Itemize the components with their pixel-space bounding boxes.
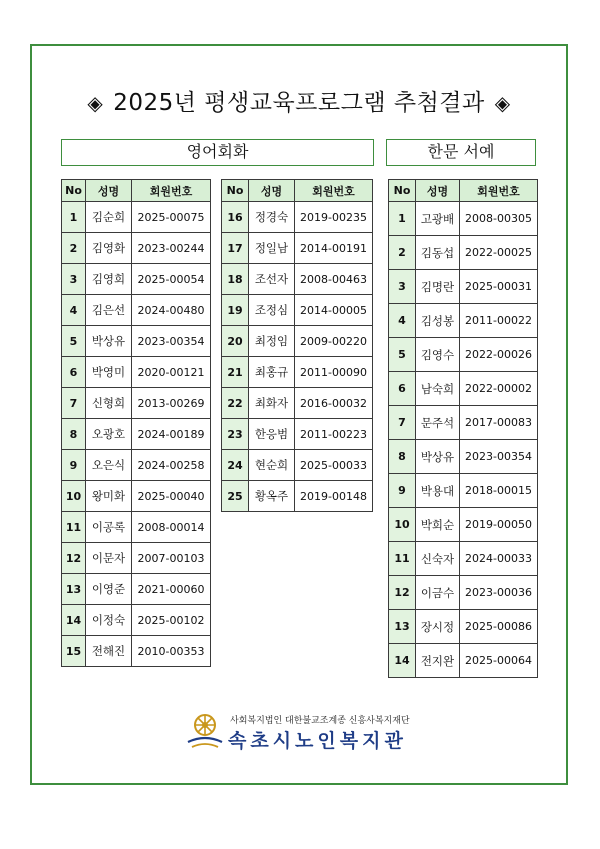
row-no: 17 — [222, 233, 249, 264]
row-member: 2021-00060 — [132, 574, 211, 605]
row-no: 25 — [222, 481, 249, 512]
section-heading-english: 영어회화 — [61, 139, 374, 166]
table-row — [62, 512, 211, 543]
col-header-member: 회원번호 — [460, 180, 538, 202]
row-name: 이공록 — [86, 512, 132, 543]
row-name: 박상유 — [416, 440, 460, 474]
row-name: 최화자 — [249, 388, 295, 419]
table-row — [62, 233, 211, 264]
table-row — [389, 440, 538, 474]
row-member: 2024-00033 — [460, 542, 538, 576]
col-header-member: 회원번호 — [132, 180, 211, 202]
row-name: 전지완 — [416, 644, 460, 678]
table-row — [389, 474, 538, 508]
row-name: 이금수 — [416, 576, 460, 610]
row-name: 김영수 — [416, 338, 460, 372]
row-no: 4 — [389, 304, 416, 338]
table-row — [62, 636, 211, 667]
row-no: 5 — [62, 326, 86, 357]
row-member: 2025-00086 — [460, 610, 538, 644]
row-no: 1 — [389, 202, 416, 236]
row-member: 2020-00121 — [132, 357, 211, 388]
row-name: 한응범 — [249, 419, 295, 450]
row-name: 이영준 — [86, 574, 132, 605]
row-no: 23 — [222, 419, 249, 450]
table-row — [62, 419, 211, 450]
row-name: 신형희 — [86, 388, 132, 419]
row-member: 2024-00480 — [132, 295, 211, 326]
row-no: 10 — [62, 481, 86, 512]
hanmun-table — [388, 179, 538, 678]
row-name: 최정임 — [249, 326, 295, 357]
row-no: 22 — [222, 388, 249, 419]
row-name: 김동섭 — [416, 236, 460, 270]
table-row — [62, 357, 211, 388]
row-no: 9 — [62, 450, 86, 481]
row-name: 최홍규 — [249, 357, 295, 388]
row-name: 현순희 — [249, 450, 295, 481]
row-name: 김명란 — [416, 270, 460, 304]
row-member: 2025-00064 — [460, 644, 538, 678]
table-row — [389, 406, 538, 440]
row-no: 8 — [62, 419, 86, 450]
title-text: 2025년 평생교육프로그램 추첨결과 — [113, 90, 485, 116]
row-no: 13 — [389, 610, 416, 644]
table-row — [62, 605, 211, 636]
row-member: 2011-00223 — [295, 419, 373, 450]
row-no: 6 — [62, 357, 86, 388]
row-name: 김영희 — [86, 264, 132, 295]
row-no: 2 — [389, 236, 416, 270]
row-no: 11 — [62, 512, 86, 543]
row-no: 24 — [222, 450, 249, 481]
row-no: 14 — [389, 644, 416, 678]
row-no: 7 — [62, 388, 86, 419]
row-name: 전해진 — [86, 636, 132, 667]
dharma-wheel-icon — [186, 712, 224, 752]
table-row — [222, 419, 373, 450]
row-name: 왕미화 — [86, 481, 132, 512]
row-member: 2010-00353 — [132, 636, 211, 667]
row-name: 오광호 — [86, 419, 132, 450]
row-no: 6 — [389, 372, 416, 406]
row-member: 2014-00005 — [295, 295, 373, 326]
row-member: 2025-00102 — [132, 605, 211, 636]
row-no: 18 — [222, 264, 249, 295]
row-member: 2019-00235 — [295, 202, 373, 233]
row-member: 2007-00103 — [132, 543, 211, 574]
row-no: 12 — [62, 543, 86, 574]
row-member: 2025-00031 — [460, 270, 538, 304]
row-member: 2013-00269 — [132, 388, 211, 419]
row-name: 남숙희 — [416, 372, 460, 406]
row-no: 3 — [389, 270, 416, 304]
table-row — [222, 357, 373, 388]
row-name: 김은선 — [86, 295, 132, 326]
row-no: 3 — [62, 264, 86, 295]
row-name: 김성봉 — [416, 304, 460, 338]
row-member: 2008-00463 — [295, 264, 373, 295]
table-row — [389, 644, 538, 678]
table-row — [62, 326, 211, 357]
row-member: 2011-00090 — [295, 357, 373, 388]
diamond-icon-right: ◈ — [494, 91, 511, 115]
row-no: 21 — [222, 357, 249, 388]
row-no: 7 — [389, 406, 416, 440]
row-member: 2008-00305 — [460, 202, 538, 236]
row-no: 2 — [62, 233, 86, 264]
row-no: 12 — [389, 576, 416, 610]
table-row — [62, 543, 211, 574]
row-name: 박영미 — [86, 357, 132, 388]
row-name: 문주석 — [416, 406, 460, 440]
row-member: 2016-00032 — [295, 388, 373, 419]
row-member: 2009-00220 — [295, 326, 373, 357]
table-row — [389, 236, 538, 270]
row-no: 10 — [389, 508, 416, 542]
row-member: 2019-00050 — [460, 508, 538, 542]
row-no: 16 — [222, 202, 249, 233]
row-member: 2022-00025 — [460, 236, 538, 270]
table-row — [62, 202, 211, 233]
row-member: 2018-00015 — [460, 474, 538, 508]
row-name: 박용대 — [416, 474, 460, 508]
row-no: 19 — [222, 295, 249, 326]
row-name: 김영화 — [86, 233, 132, 264]
table-row — [62, 264, 211, 295]
row-no: 9 — [389, 474, 416, 508]
col-header-no: No — [222, 180, 249, 202]
table-row — [62, 388, 211, 419]
row-name: 김순희 — [86, 202, 132, 233]
row-member: 2022-00026 — [460, 338, 538, 372]
row-no: 8 — [389, 440, 416, 474]
org-subtitle: 사회복지법인 대한불교조계종 신흥사복지재단 — [230, 716, 410, 726]
col-header-name: 성명 — [416, 180, 460, 202]
table-row — [62, 295, 211, 326]
row-member: 2024-00258 — [132, 450, 211, 481]
row-no: 11 — [389, 542, 416, 576]
table-row — [389, 270, 538, 304]
row-name: 오은식 — [86, 450, 132, 481]
english-table-1 — [61, 179, 211, 667]
row-member: 2014-00191 — [295, 233, 373, 264]
row-name: 황옥주 — [249, 481, 295, 512]
row-name: 이문자 — [86, 543, 132, 574]
table-row — [389, 576, 538, 610]
table-row — [389, 542, 538, 576]
org-name: 속초시노인복지관 — [228, 730, 407, 752]
row-name: 장시정 — [416, 610, 460, 644]
table-row — [222, 264, 373, 295]
row-no: 1 — [62, 202, 86, 233]
row-no: 14 — [62, 605, 86, 636]
row-name: 정경숙 — [249, 202, 295, 233]
table-row — [389, 202, 538, 236]
row-member: 2023-00354 — [132, 326, 211, 357]
col-header-name: 성명 — [249, 180, 295, 202]
diamond-icon-left: ◈ — [87, 91, 104, 115]
row-member: 2025-00054 — [132, 264, 211, 295]
table-row — [389, 304, 538, 338]
english-table-2 — [221, 179, 373, 512]
col-header-no: No — [62, 180, 86, 202]
col-header-no: No — [389, 180, 416, 202]
table-row — [222, 202, 373, 233]
row-name: 신숙자 — [416, 542, 460, 576]
col-header-name: 성명 — [86, 180, 132, 202]
row-member: 2023-00036 — [460, 576, 538, 610]
table-row — [389, 508, 538, 542]
row-name: 박상유 — [86, 326, 132, 357]
row-name: 고광배 — [416, 202, 460, 236]
row-name: 정일남 — [249, 233, 295, 264]
row-member: 2025-00075 — [132, 202, 211, 233]
row-member: 2022-00002 — [460, 372, 538, 406]
col-header-member: 회원번호 — [295, 180, 373, 202]
row-member: 2023-00244 — [132, 233, 211, 264]
row-member: 2024-00189 — [132, 419, 211, 450]
row-member: 2008-00014 — [132, 512, 211, 543]
table-row — [222, 450, 373, 481]
table-row — [222, 233, 373, 264]
row-member: 2025-00040 — [132, 481, 211, 512]
table-row — [389, 610, 538, 644]
organization-logo — [186, 710, 456, 758]
row-name: 이정숙 — [86, 605, 132, 636]
row-name: 조선자 — [249, 264, 295, 295]
row-member: 2017-00083 — [460, 406, 538, 440]
row-no: 20 — [222, 326, 249, 357]
row-no: 5 — [389, 338, 416, 372]
table-row — [62, 450, 211, 481]
row-member: 2023-00354 — [460, 440, 538, 474]
page-title — [30, 88, 568, 118]
row-name: 조정심 — [249, 295, 295, 326]
table-row — [222, 388, 373, 419]
table-row — [62, 574, 211, 605]
row-member: 2025-00033 — [295, 450, 373, 481]
row-member: 2011-00022 — [460, 304, 538, 338]
row-no: 15 — [62, 636, 86, 667]
table-row — [222, 326, 373, 357]
row-no: 4 — [62, 295, 86, 326]
row-name: 박희순 — [416, 508, 460, 542]
row-no: 13 — [62, 574, 86, 605]
table-row — [389, 338, 538, 372]
row-member: 2019-00148 — [295, 481, 373, 512]
table-row — [222, 295, 373, 326]
section-heading-hanmun: 한문 서예 — [386, 139, 536, 166]
table-row — [389, 372, 538, 406]
table-row — [62, 481, 211, 512]
table-row — [222, 481, 373, 512]
